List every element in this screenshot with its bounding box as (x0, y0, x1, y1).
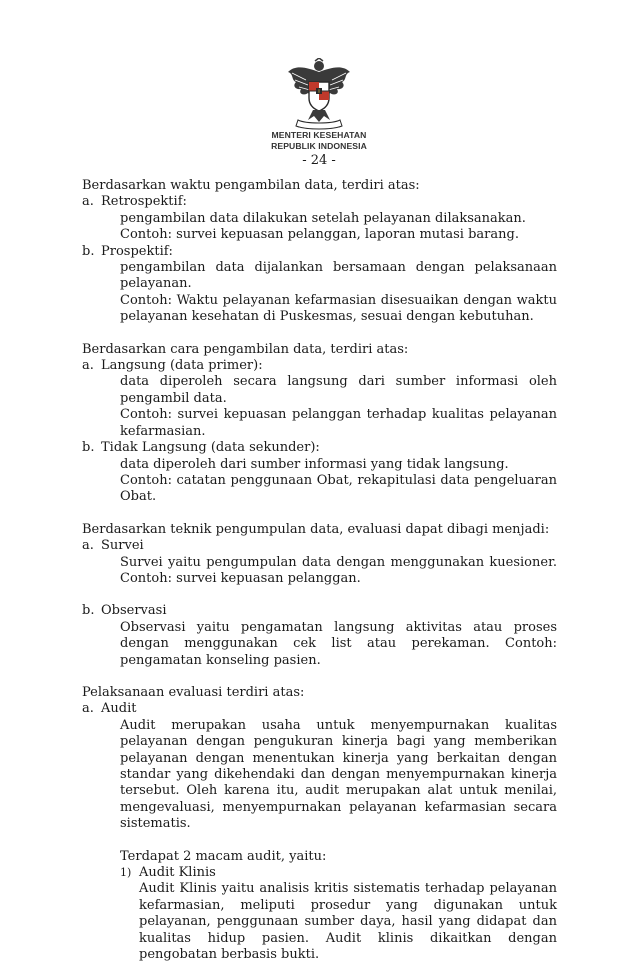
document-body (82, 178, 557, 963)
list-marker: a. (82, 358, 94, 374)
list-marker: b. (82, 243, 95, 259)
list-marker: b. (82, 603, 95, 619)
list-item (82, 440, 557, 506)
item-text: Contoh: Waktu pelayanan kefarmasian disesuaikan dengan waktu pelayanan kesehatan di Puskesmas, sesuai dengan kebutuhan. (120, 292, 557, 325)
list-item (82, 194, 557, 243)
item-title: Tidak Langsung (data sekunder): (101, 440, 320, 456)
list-item (82, 701, 557, 963)
section-pelaksanaan-evaluasi (82, 685, 557, 964)
audit-type-title: Audit Klinis (139, 865, 216, 881)
item-title: Langsung (data primer): (101, 358, 263, 374)
item-text: Contoh: catatan penggunaan Obat, rekapitulasi data pengeluaran Obat. (120, 472, 557, 505)
item-title: Survei (101, 538, 144, 554)
item-text: Contoh: survei kepuasan pelanggan terhadap kualitas pelayanan kefarmasian. (120, 407, 557, 439)
list-marker: a. (82, 701, 94, 717)
garuda-pancasila-emblem-icon (286, 58, 352, 130)
item-title: Audit (101, 701, 137, 717)
list-marker: b. (82, 440, 95, 456)
agency-name-line2: REPUBLIK INDONESIA (271, 140, 367, 151)
list-item (82, 244, 557, 326)
item-text: Survei yaitu pengumpulan data dengan menggunakan kuesioner. Contoh: survei kepuasan pelanggan. (120, 554, 557, 586)
audit-type-item (120, 865, 557, 963)
section-intro: Berdasarkan waktu pengambilan data, terdiri atas: (82, 178, 420, 193)
section-intro: Berdasarkan cara pengambilan data, terdiri atas: (82, 341, 409, 357)
section-intro: Berdasarkan teknik pengumpulan data, evaluasi dapat dibagi menjadi: (82, 521, 550, 537)
audit-types-intro: Terdapat 2 macam audit, yaitu: (120, 848, 327, 864)
list-marker: a. (82, 538, 94, 554)
section-cara-pengambilan (82, 342, 557, 506)
page-number: - 24 - (302, 153, 336, 168)
list-item (82, 603, 557, 669)
section-teknik-pengumpulan (82, 522, 557, 669)
list-marker: a. (82, 194, 94, 210)
item-title: Prospektif: (101, 243, 173, 259)
list-marker: 1) (120, 866, 132, 880)
section-waktu-pengambilan (82, 178, 557, 326)
item-text: pengambilan data dilakukan setelah pelayanan dilaksanakan. (120, 210, 526, 226)
letterhead (0, 58, 638, 168)
section-intro: Pelaksanaan evaluasi terdiri atas: (82, 684, 305, 700)
item-title: Retrospektif: (101, 194, 187, 210)
item-text: Observasi yaitu pengamatan langsung aktivitas atau proses dengan menggunakan cek list atau perekaman. Contoh: pengamatan konseling pasien. (120, 619, 557, 668)
list-item (82, 538, 557, 587)
item-text: data diperoleh secara langsung dari sumber informasi oleh pengambil data. (120, 374, 557, 406)
audit-type-text: Audit Klinis yaitu analisis kritis sistematis terhadap pelayanan kefarmasian, meliputi prosedur yang digunakan untuk pelayanan, penggunaan sumber daya, hasil yang didapat dan kualitas hidup pasien. Audit klinis dikaitkan dengan pengobatan berbasis bukti. (139, 881, 557, 963)
item-text: Contoh: survei kepuasan pelanggan, laporan mutasi barang. (120, 227, 519, 243)
item-title: Observasi (101, 603, 167, 619)
item-text: pengambilan data dijalankan bersamaan dengan pelaksanaan pelayanan. (120, 260, 557, 292)
item-text: data diperoleh dari sumber informasi yang tidak langsung. (120, 456, 509, 472)
agency-name-line1: MENTERI KESEHATAN (271, 130, 367, 140)
list-item (82, 358, 557, 440)
item-text: Audit merupakan usaha untuk menyempurnakan kualitas pelayanan dengan pengukuran kinerja bagi yang memberikan pelayanan dengan menentukan kinerja yang berkaitan dengan standar yang dikehendaki dan dengan menyempurnakan kinerja tersebut. Oleh karena itu, audit merupakan alat untuk menilai, mengevaluasi, menyempurnakan pelayanan kefarmasian secara sistematis. (120, 717, 557, 832)
